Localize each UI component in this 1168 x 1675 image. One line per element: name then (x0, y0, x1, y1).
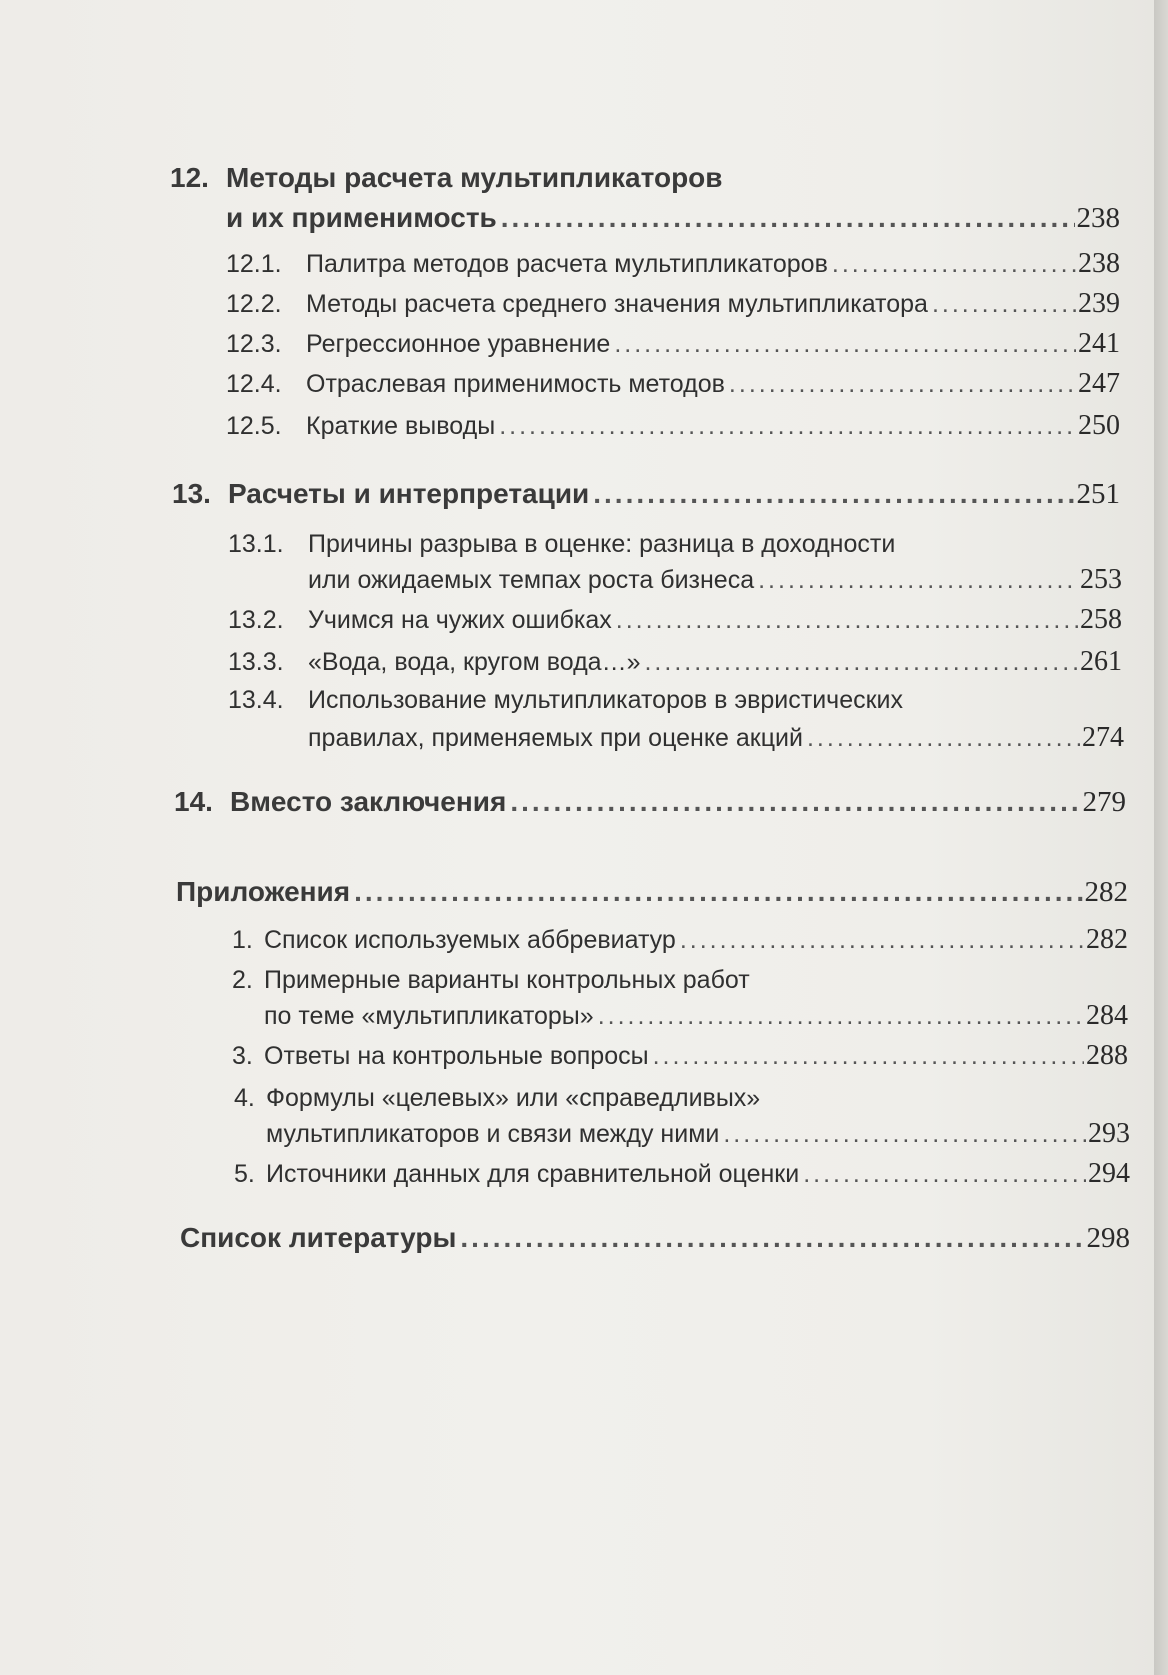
leader-dots (644, 642, 1078, 682)
page-number: 258 (1080, 604, 1122, 635)
section-title: Отраслевая применимость методов (306, 370, 725, 398)
page-number: 241 (1078, 328, 1120, 359)
section-number: 12.5. (226, 412, 282, 440)
toc-chapter-14 (0, 782, 1130, 822)
page-number: 298 (1086, 1222, 1130, 1254)
chapter-title: Вместо заключения (230, 786, 507, 817)
chapter-title-line2: и их применимость (226, 202, 497, 233)
toc-section-13-3 (0, 642, 1130, 682)
toc-section-13-4-line2 (0, 718, 1130, 758)
section-number: 13.1. (228, 530, 284, 558)
chapter-number: 13. (172, 478, 211, 509)
toc-section-13-2 (0, 600, 1130, 640)
section-number: 12.3. (226, 330, 282, 358)
page-number: 261 (1080, 646, 1122, 677)
toc-bibliography (0, 1218, 1130, 1258)
page-number: 282 (1084, 876, 1128, 908)
section-title: Учимся на чужих ошибках (308, 606, 612, 634)
leader-dots (614, 324, 1076, 364)
toc-chapter-12-line2 (0, 198, 1130, 238)
appendix-title: Источники данных для сравнительной оценки (266, 1160, 800, 1188)
leader-dots (460, 1218, 1084, 1258)
appendix-number: 5. (234, 1160, 255, 1188)
page-number: 251 (1076, 478, 1120, 510)
page-number: 239 (1078, 288, 1120, 319)
bibliography-title: Список литературы (180, 1222, 457, 1253)
section-title: «Вода, вода, кругом вода…» (308, 648, 641, 676)
page-number: 250 (1078, 410, 1120, 441)
section-title: Методы расчета среднего значения мультипликатора (306, 290, 928, 318)
appendix-title: Ответы на контрольные вопросы (264, 1042, 649, 1070)
toc-appendices (0, 872, 1130, 912)
leader-dots (932, 284, 1076, 324)
leader-dots (510, 782, 1080, 822)
toc-chapter-12 (0, 158, 1130, 198)
section-title-line2: правилах, применяемых при оценке акций (308, 724, 803, 752)
section-title-line1: Использование мультипликаторов в эвристических (308, 686, 903, 714)
section-number: 12.2. (226, 290, 282, 318)
chapter-title-line1: Методы расчета мультипликаторов (226, 162, 723, 193)
toc-appendix-2-line2 (0, 996, 1130, 1036)
leader-dots (616, 600, 1078, 640)
appendices-title: Приложения (176, 876, 351, 907)
toc-appendix-1 (0, 920, 1130, 960)
toc-appendix-4 (0, 1078, 1130, 1118)
toc-chapter-13 (0, 474, 1130, 514)
section-title-line1: Причины разрыва в оценке: разница в доходности (308, 530, 896, 558)
page-number: 284 (1086, 1000, 1128, 1031)
toc-appendix-3 (0, 1036, 1130, 1076)
chapter-title: Расчеты и интерпретации (228, 478, 590, 509)
page-number: 293 (1088, 1118, 1130, 1149)
section-title-line2: или ожидаемых темпах роста бизнеса (308, 566, 755, 594)
page-number: 238 (1078, 248, 1120, 279)
section-title: Палитра методов расчета мультипликаторов (306, 250, 828, 278)
chapter-number: 12. (170, 162, 209, 193)
appendix-number: 4. (234, 1084, 255, 1112)
leader-dots (593, 474, 1074, 514)
toc-appendix-4-line2 (0, 1114, 1130, 1154)
toc-section-13-1 (0, 524, 1130, 564)
leader-dots (729, 364, 1076, 404)
toc-appendix-5 (0, 1154, 1130, 1194)
page-number: 279 (1082, 786, 1126, 818)
toc-section-13-1-line2 (0, 560, 1130, 600)
page-edge (1154, 0, 1168, 1675)
page-number: 253 (1080, 564, 1122, 595)
leader-dots (501, 198, 1075, 238)
page-number: 282 (1086, 924, 1128, 955)
toc-section-12-2 (0, 284, 1130, 324)
section-number: 12.1. (226, 250, 282, 278)
chapter-number: 14. (174, 786, 213, 817)
page-number: 247 (1078, 368, 1120, 399)
appendix-number: 1. (232, 926, 253, 954)
section-number: 13.3. (228, 648, 284, 676)
leader-dots (680, 920, 1084, 960)
appendix-title-line1: Формулы «целевых» или «справедливых» (266, 1084, 761, 1112)
section-title: Регрессионное уравнение (306, 330, 611, 358)
leader-dots (832, 244, 1076, 284)
leader-dots (354, 872, 1082, 912)
leader-dots (758, 560, 1078, 600)
page-number: 238 (1076, 202, 1120, 234)
section-number: 13.4. (228, 686, 284, 714)
toc-section-12-5 (0, 406, 1130, 446)
toc-appendix-2 (0, 960, 1130, 1000)
section-title: Краткие выводы (306, 412, 496, 440)
page-number: 274 (1082, 722, 1124, 753)
appendix-title-line1: Примерные варианты контрольных работ (264, 966, 750, 994)
page-number: 288 (1086, 1040, 1128, 1071)
toc-section-12-4 (0, 364, 1130, 404)
appendix-title: Список используемых аббревиатур (264, 926, 676, 954)
appendix-number: 3. (232, 1042, 253, 1070)
toc-section-12-1 (0, 244, 1130, 284)
leader-dots (803, 1154, 1086, 1194)
section-number: 13.2. (228, 606, 284, 634)
appendix-number: 2. (232, 966, 253, 994)
section-number: 12.4. (226, 370, 282, 398)
leader-dots (723, 1114, 1086, 1154)
page-number: 294 (1088, 1158, 1130, 1189)
leader-dots (807, 718, 1080, 758)
toc-section-12-3 (0, 324, 1130, 364)
leader-dots (653, 1036, 1084, 1076)
appendix-title-line2: по теме «мультипликаторы» (264, 1002, 594, 1030)
leader-dots (499, 406, 1076, 446)
appendix-title-line2: мультипликаторов и связи между ними (266, 1120, 720, 1148)
leader-dots (598, 996, 1084, 1036)
toc-section-13-4 (0, 680, 1130, 720)
